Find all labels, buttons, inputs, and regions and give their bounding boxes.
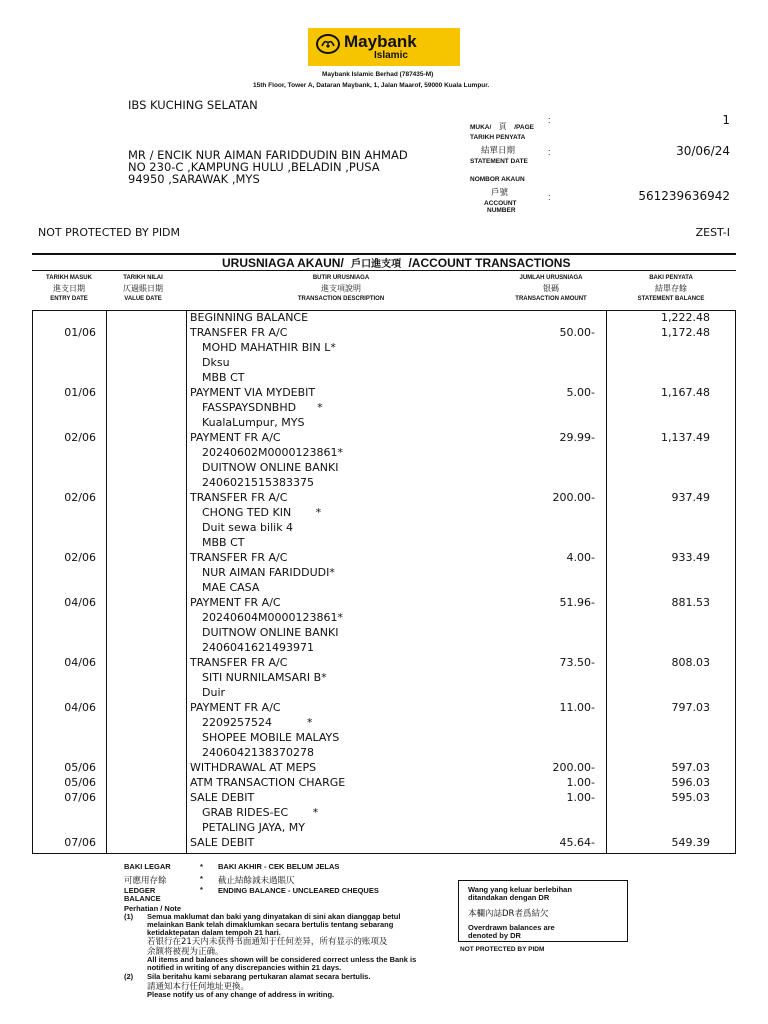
transaction-amount: 200.00- [552, 761, 595, 774]
transaction-description: 20240602M0000123861* [202, 446, 343, 459]
transaction-description: TRANSFER FR A/C [190, 491, 288, 504]
table-row [0, 656, 768, 671]
col-balance: BAKI PENYATA 結單存餘 STATEMENT BALANCE [637, 275, 705, 302]
table-row [0, 311, 768, 326]
product-name: ZEST-I [695, 226, 730, 239]
col-description: BUTIR URUSNIAGA 進支項說明 TRANSACTION DESCRIPTION [297, 275, 385, 302]
maybank-logo [308, 28, 460, 66]
table-row [0, 341, 768, 356]
transaction-description: DUITNOW ONLINE BANKI [202, 626, 339, 639]
box-en-2: denoted by DR [468, 931, 521, 940]
table-row [0, 731, 768, 746]
transaction-amount: 5.00- [566, 386, 595, 399]
entry-date: 02/06 [64, 431, 96, 444]
table-row [0, 821, 768, 836]
entry-date: 07/06 [64, 791, 96, 804]
transaction-description: 20240604M0000123861* [202, 611, 343, 624]
transaction-description: Duit sewa bilik 4 [202, 521, 294, 534]
table-row [0, 416, 768, 431]
table-row [0, 716, 768, 731]
table-row [0, 701, 768, 716]
statement-balance: 937.49 [671, 491, 710, 504]
transaction-description: PAYMENT FR A/C [190, 431, 281, 444]
footer-ending-en: ENDING BALANCE - UNCLEARED CHEQUES [218, 886, 379, 895]
branch-name: IBS KUCHING SELATAN [128, 98, 258, 112]
account-colon: : [548, 192, 551, 202]
table-row [0, 491, 768, 506]
transaction-amount: 50.00- [559, 326, 595, 339]
transaction-description: TRANSFER FR A/C [190, 551, 288, 564]
statement-date-value: 30/06/24 [676, 144, 730, 158]
note-1-zh-2: 余额将被视为正确。 [147, 947, 224, 957]
table-row [0, 566, 768, 581]
page-colon: : [548, 115, 551, 125]
statement-balance: 1,222.48 [661, 311, 710, 324]
customer-name: MR / ENCIK NUR AIMAN FARIDDUDIN BIN AHMAD [128, 148, 408, 162]
entry-date: 07/06 [64, 836, 96, 849]
note-1-number: (1) [124, 912, 134, 921]
bank-name: Maybank Islamic Berhad (787435-M) [322, 71, 434, 78]
account-label-zh: 戶號 [491, 188, 509, 198]
overdrawn-notice-box [458, 880, 628, 942]
transaction-description: BEGINNING BALANCE [190, 311, 309, 324]
statement-balance: 808.03 [671, 656, 710, 669]
table-row [0, 386, 768, 401]
statement-balance: 595.03 [671, 791, 710, 804]
transaction-description: 2209257524 * [202, 716, 313, 729]
col-value-date: TARIKH NILAI 仄過賬日期 VALUE DATE [123, 275, 163, 302]
transaction-description: WITHDRAWAL AT MEPS [190, 761, 317, 774]
box-zh: 本欄內誌DR者爲結欠 [468, 909, 549, 919]
table-row [0, 641, 768, 656]
footer-zh-ending: 截止結餘減未過賬仄 [218, 876, 295, 886]
footer-star: * [200, 874, 203, 883]
transaction-amount: 51.96- [559, 596, 595, 609]
statement-balance: 549.39 [671, 836, 710, 849]
table-row [0, 746, 768, 761]
table-row [0, 611, 768, 626]
entry-date: 01/06 [64, 386, 96, 399]
footer-baki-legar: BAKI LEGAR [124, 862, 171, 871]
table-row [0, 326, 768, 341]
account-label-en-2: NUMBER [487, 207, 516, 214]
transaction-amount: 11.00- [559, 701, 595, 714]
note-1-en-1: All items and balances shown will be considered correct unless the Bank is [147, 955, 417, 964]
entry-date: 02/06 [64, 491, 96, 504]
footer-note-heading: Perhatian / Note [124, 904, 182, 913]
transaction-description: PAYMENT FR A/C [190, 596, 281, 609]
table-row [0, 521, 768, 536]
table-row [0, 551, 768, 566]
footer-pidm: NOT PROTECTED BY PIDM [460, 946, 545, 953]
table-row [0, 776, 768, 791]
section-title: URUSNIAGA AKAUN/ 戶口進支項 /ACCOUNT TRANSACTIONS [222, 256, 571, 270]
note-2-zh: 請通知本行任何地址更換。 [147, 982, 250, 992]
transaction-description: SALE DEBIT [190, 791, 255, 804]
table-row [0, 461, 768, 476]
transaction-description: Duir [202, 686, 226, 699]
transaction-description: PAYMENT VIA MYDEBIT [190, 386, 316, 399]
table-row [0, 431, 768, 446]
statement-balance: 881.53 [671, 596, 710, 609]
statement-balance: 1,172.48 [661, 326, 710, 339]
statement-balance: 1,137.49 [661, 431, 710, 444]
transaction-description: 2406042138370278 [202, 746, 314, 759]
footer-star: * [200, 885, 203, 894]
footer-ledger-2: BALANCE [124, 894, 161, 903]
transaction-description: PETALING JAYA, MY [202, 821, 305, 834]
transaction-description: 2406041621493971 [202, 641, 314, 654]
transaction-description: Dksu [202, 356, 230, 369]
page-label: MUKA/ 頁 /PAGE [470, 122, 534, 131]
transaction-amount: 4.00- [566, 551, 595, 564]
page-number: 1 [722, 113, 730, 127]
statement-balance: 1,167.48 [661, 386, 710, 399]
note-1-ms-2: melainkan Bank telah dimaklumkan secara bertulis tentang sebarang [147, 920, 394, 929]
footer-ledger-1: LEDGER [124, 886, 156, 895]
note-2-ms: Sila beritahu kami sebarang pertukaran alamat secara bertulis. [147, 972, 371, 981]
statement-date-label-zh: 結單日期 [481, 146, 516, 156]
transaction-description: GRAB RIDES-EC * [202, 806, 319, 819]
transaction-description: SITI NURNILAMSARI B* [202, 671, 327, 684]
col-amount: JUMLAH URUSNIAGA 银碼 TRANSACTION AMOUNT [515, 275, 587, 302]
statement-balance: 797.03 [671, 701, 710, 714]
transaction-description: DUITNOW ONLINE BANKI [202, 461, 339, 474]
transaction-description: TRANSFER FR A/C [190, 656, 288, 669]
statement-balance: 933.49 [671, 551, 710, 564]
table-row [0, 476, 768, 491]
footer-baki-akhir: BAKI AKHIR - CEK BELUM JELAS [218, 862, 340, 871]
entry-date: 04/06 [64, 596, 96, 609]
table-row [0, 791, 768, 806]
table-row [0, 536, 768, 551]
transaction-description: SALE DEBIT [190, 836, 255, 849]
account-number-value: 561239636942 [638, 189, 730, 203]
entry-date: 05/06 [64, 776, 96, 789]
table-row [0, 371, 768, 386]
table-row [0, 806, 768, 821]
transaction-amount: 29.99- [559, 431, 595, 444]
table-row [0, 596, 768, 611]
table-row [0, 506, 768, 521]
transaction-description: MBB CT [202, 371, 245, 384]
transaction-description: PAYMENT FR A/C [190, 701, 281, 714]
table-row [0, 686, 768, 701]
transaction-amount: 73.50- [559, 656, 595, 669]
transaction-amount: 200.00- [552, 491, 595, 504]
statement-balance: 597.03 [671, 761, 710, 774]
transaction-description: FASSPAYSDNBHD * [202, 401, 323, 414]
note-2-number: (2) [124, 972, 134, 981]
box-en-1: Overdrawn balances are [468, 923, 555, 932]
transaction-description: NUR AIMAN FARIDDUDI* [202, 566, 335, 579]
transaction-description: ATM TRANSACTION CHARGE [190, 776, 346, 789]
transaction-description: MOHD MAHATHIR BIN L* [202, 341, 336, 354]
transaction-description: MBB CT [202, 536, 245, 549]
box-ms-2: ditandakan dengan DR [468, 893, 550, 902]
note-1-ms-1: Semua maklumat dan baki yang dinyatakan di sini akan dianggap betul [147, 912, 401, 921]
table-row [0, 401, 768, 416]
customer-address-1: NO 230-C ,KAMPUNG HULU ,BELADIN ,PUSA [128, 160, 380, 174]
table-row [0, 581, 768, 596]
date-colon: : [548, 147, 551, 157]
transaction-description: 2406021515383375 [202, 476, 314, 489]
statement-balance: 596.03 [671, 776, 710, 789]
note-2-en: Please notify us of any change of address in writing. [147, 990, 335, 999]
title-rule-bottom [32, 270, 736, 271]
logo-sub: Islamic [374, 50, 408, 61]
transaction-description: MAE CASA [202, 581, 260, 594]
footer-zh-ledger: 可應用存餘 [124, 876, 167, 886]
account-label-en-1: ACCOUNT [484, 200, 517, 207]
transaction-description: CHONG TED KIN * [202, 506, 322, 519]
customer-address-2: 94950 ,SARAWAK ,MYS [128, 172, 260, 186]
statement-date-label-en: STATEMENT DATE [470, 158, 528, 165]
transaction-description: SHOPEE MOBILE MALAYS [202, 731, 340, 744]
transaction-description: TRANSFER FR A/C [190, 326, 288, 339]
entry-date: 04/06 [64, 656, 96, 669]
transaction-amount: 1.00- [566, 791, 595, 804]
statement-date-label-ms: TARIKH PENYATA [470, 134, 526, 141]
entry-date: 04/06 [64, 701, 96, 714]
footer-star: * [200, 862, 203, 871]
logo-brand: Maybank [344, 32, 417, 51]
table-row [0, 446, 768, 461]
table-row [0, 671, 768, 686]
note-1-ms-3: ketidaktepatan dalam tempoh 21 hari. [147, 928, 281, 937]
transaction-amount: 45.64- [559, 836, 595, 849]
col-entry-date: TARIKH MASUK 進支日期 ENTRY DATE [46, 275, 92, 302]
account-label-ms: NOMBOR AKAUN [470, 176, 525, 183]
table-row [0, 761, 768, 776]
table-row [0, 836, 768, 851]
table-row [0, 356, 768, 371]
transaction-amount: 1.00- [566, 776, 595, 789]
entry-date: 05/06 [64, 761, 96, 774]
box-ms-1: Wang yang keluar berlebihan [468, 885, 572, 894]
entry-date: 02/06 [64, 551, 96, 564]
note-1-zh-1: 若银行在21天内未获得书面通知于任何差异，所有显示的账项及 [147, 937, 388, 947]
note-1-en-2: notified in writing of any discrepancies within 21 days. [147, 963, 342, 972]
pidm-notice: NOT PROTECTED BY PIDM [38, 226, 181, 239]
tiger-emblem-icon [316, 34, 340, 54]
transaction-description: KualaLumpur, MYS [202, 416, 305, 429]
table-row [0, 626, 768, 641]
bank-address: 15th Floor, Tower A, Dataran Maybank, 1, Jalan Maarof, 59000 Kuala Lumpur. [253, 82, 490, 89]
entry-date: 01/06 [64, 326, 96, 339]
